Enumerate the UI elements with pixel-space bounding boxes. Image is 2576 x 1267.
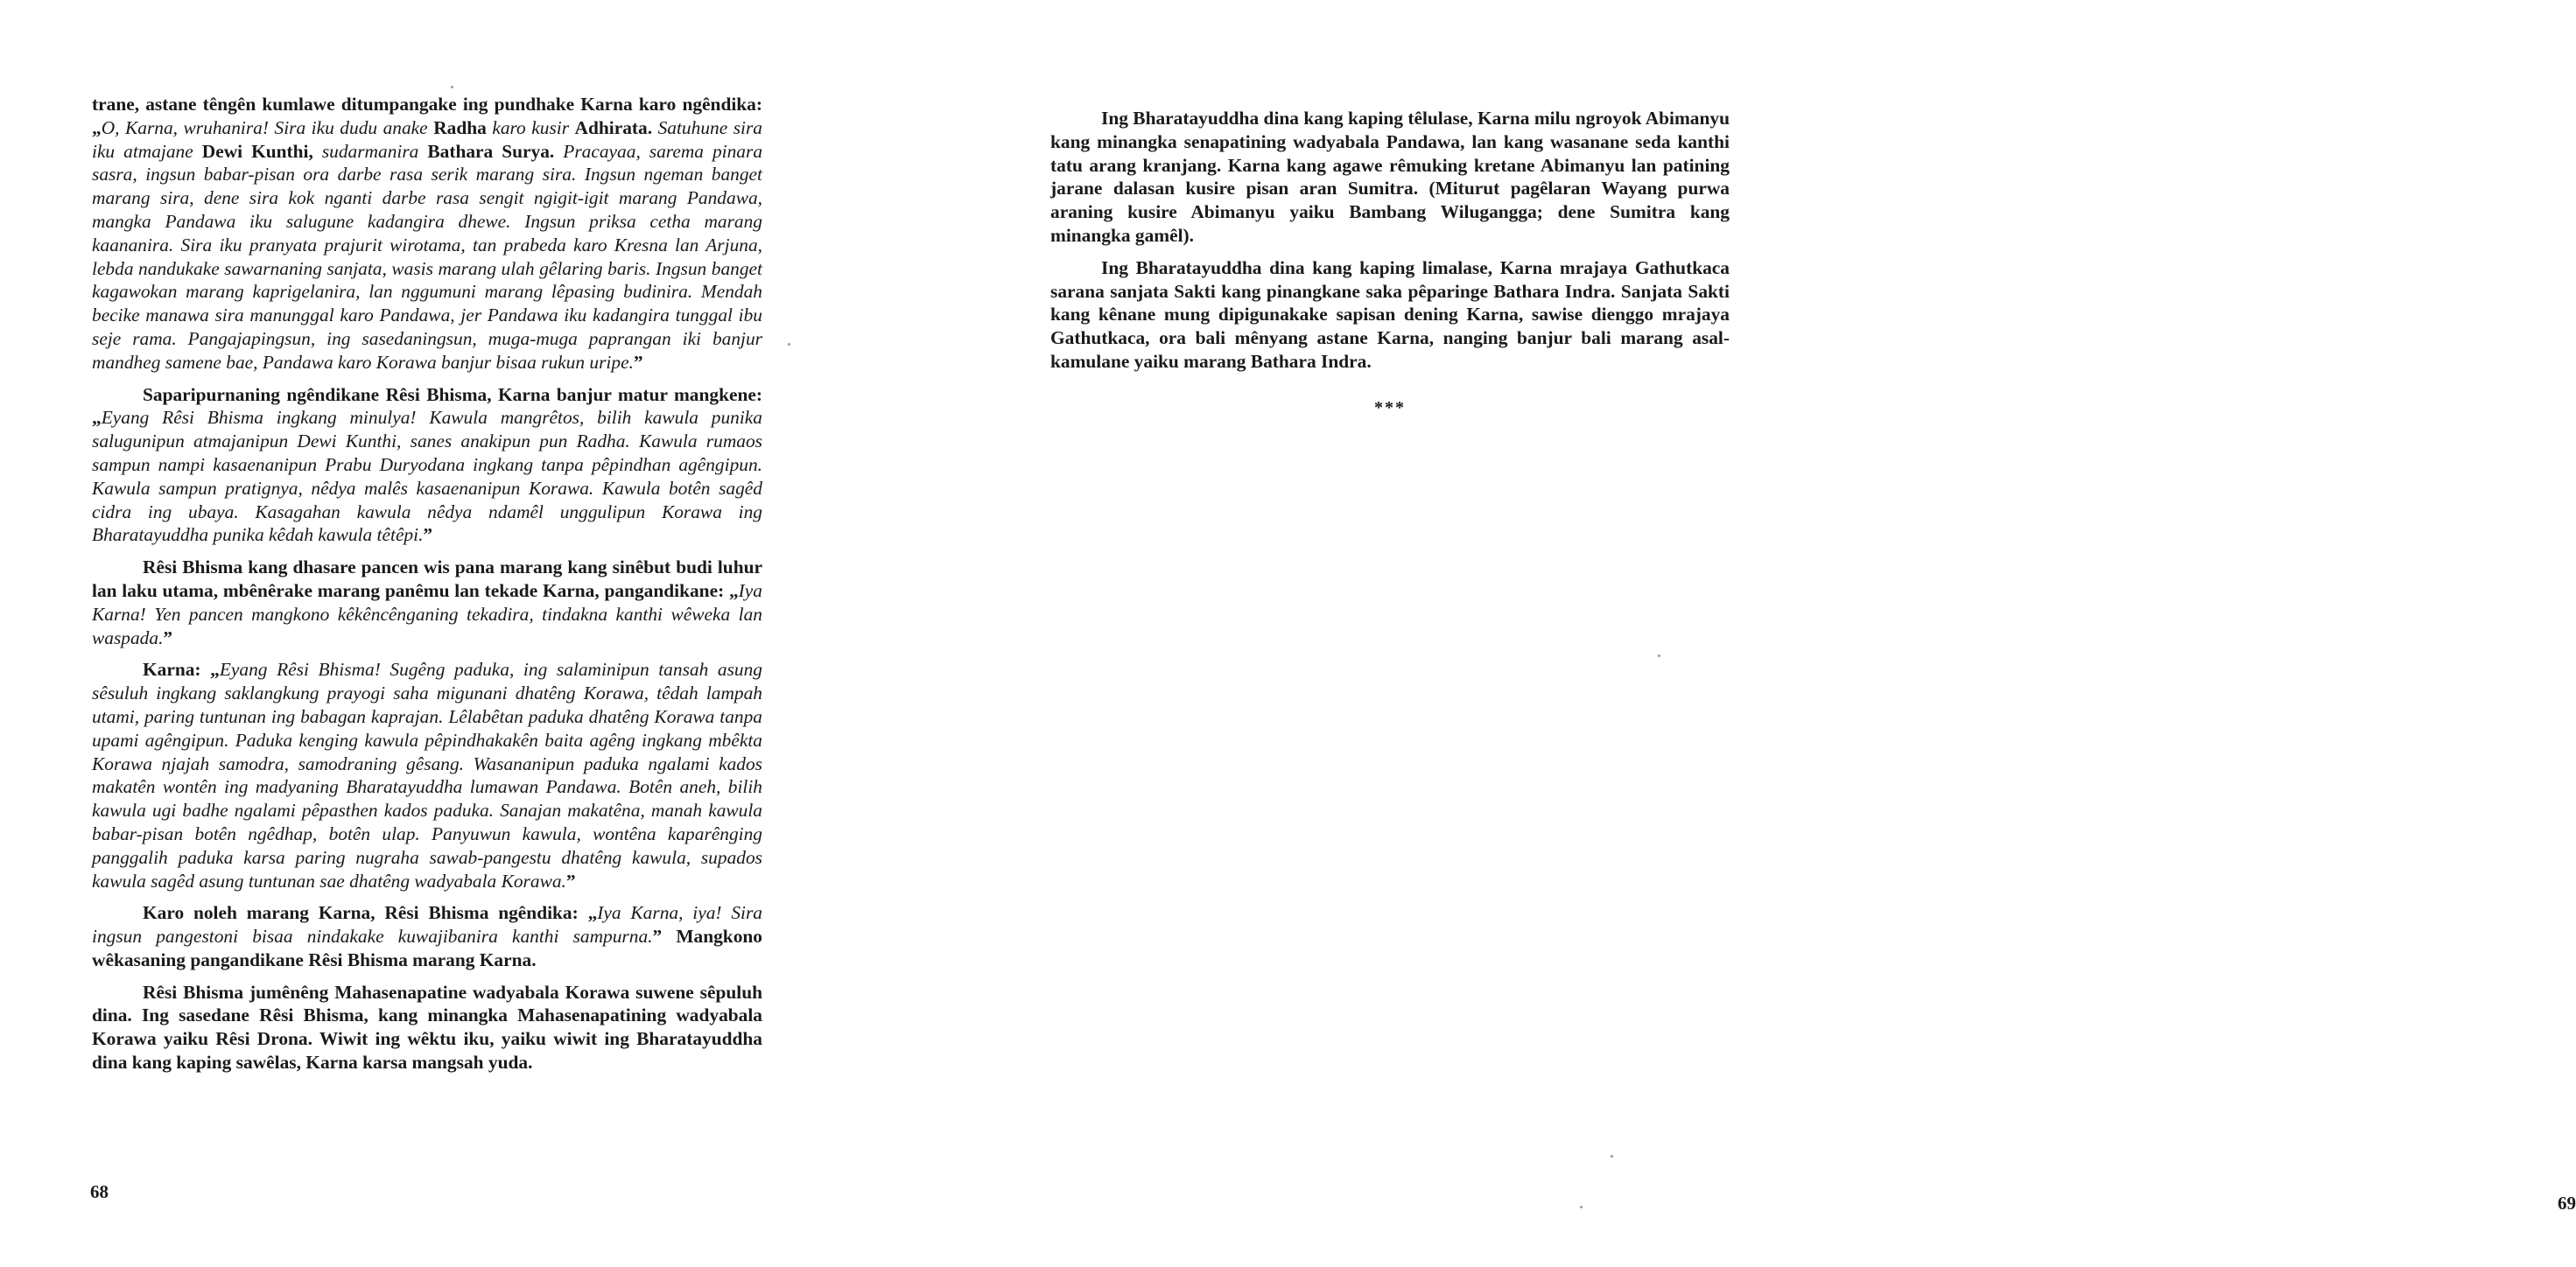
paragraph <box>1050 256 1730 374</box>
bold-text: „ <box>210 659 220 681</box>
scan-speck <box>1580 1206 1583 1208</box>
italic-text: Satuhune sira iku atmajane <box>92 116 763 162</box>
bold-text: Dewi Kunthi, <box>201 140 313 162</box>
scan-speck <box>1658 654 1660 657</box>
bold-text: Rêsi Bhisma jumênêng Mahasenapatine wadyabala Korawa suwene sêpuluh dina. Ing sasedane Rêsi Bhisma, kang minangka Mahasenapatining wadyabala Korawa yaiku Rêsi Drona. Wiwit ing wêktu iku, yaiku wiwit ing Bharatayuddha dina kang kaping sawêlas, Karna karsa mangsah yuda. <box>92 981 762 1074</box>
bold-text: Ing Bharatayuddha dina kang kaping têlulase, Karna milu ngroyok Abimanyu kang minangka senapatining wadyabala Pandawa, lan kang wasanane seda kanthi tatu arang kranjang. Karna kang agawe rêmuking kretane Abimanyu lan patining jarane dalasan kusire pisan aran Sumitra. (Miturut pagêlaran Wayang purwa araning kusire Abimanyu yaiku Bambang Wilugangga; dene Sumitra kang minangka gamêl). <box>1050 108 1730 246</box>
bold-text: Karo noleh marang Karna, Rêsi Bhisma ngêndika: <box>143 902 588 924</box>
page-number-right: 69 <box>2558 1193 2576 1214</box>
bold-text: ” <box>633 351 643 373</box>
scan-speck <box>1611 1155 1613 1158</box>
bold-text: „ <box>587 902 598 924</box>
right-page <box>896 0 2576 1267</box>
bold-text: „ <box>92 407 102 429</box>
bold-text: „ <box>728 579 739 601</box>
italic-text: karo kusir <box>486 116 575 138</box>
italic-text: Iya Karna! Yen pancen mangkono kêkêncênganing tekadira, tindakna kanthi wêweka lan waspada. <box>92 579 762 648</box>
paragraph <box>92 901 762 971</box>
scan-speck <box>788 343 790 346</box>
italic-text: Iya Karna, iya! Sira ingsun pangestoni bisaa nindakake kuwajibanira kanthi sampurna. <box>92 902 763 948</box>
italic-text: Eyang Rêsi Bhisma ingkang minulya! Kawula mangrêtos, bilih kawula punika salugunipun atmajanipun Dewi Kunthi, sanes anakipun pun Radha. Kawula rumaos sampun nampi kasaenanipun Prabu Duryodana ingkang tanpa pêpindhan agêngipun. Kawula sampun pratignya, nêdya malês kasaenanipun Korawa. Kawula botên sagêd cidra ing ubaya. Kasagahan kawula nêdya ndamêl unggulipun Korawa ing Bharatayuddha punika kêdah kawula têtêpi. <box>92 407 762 546</box>
bold-text: Rêsi Bhisma kang dhasare pancen wis pana marang kang sinêbut budi luhur lan laku utama, mbênêrake marang panêmu lan tekade Karna, pangandikane: <box>92 556 762 601</box>
italic-text: sudarmanira <box>312 140 428 162</box>
bold-text: ” <box>565 870 576 892</box>
bold-text: Radha <box>433 116 487 138</box>
left-text-column <box>92 93 762 1083</box>
bold-text: Saparipurnaning ngêndikane Rêsi Bhisma, Karna banjur matur mangkene: <box>143 383 762 405</box>
bold-text: ” Mangkono wêkasaning pangandikane Rêsi Bhisma marang Karna. <box>92 926 762 970</box>
italic-text: O, Karna, wruhanira! Sira iku dudu anake <box>101 116 434 138</box>
section-separator: *** <box>1374 397 1406 417</box>
paragraph <box>92 93 762 374</box>
bold-text: „ <box>92 116 102 138</box>
paragraph <box>1050 107 1730 248</box>
page-number-left: 68 <box>90 1181 109 1202</box>
italic-text: Eyang Rêsi Bhisma! Sugêng paduka, ing salaminipun tansah asung sêsuluh ingkang saklangkung prayogi saha migunani dhatêng Korawa, têdah lampah utami, paring tuntunan ing babagan kaprajan. Lêlabêtan paduka dhatêng Korawa tanpa upami agêngipun. Paduka kenging kawula pêpindhakakên baita agêng ingkang mbêkta Korawa njajah samodra, samodraning gêsang. Wasananipun paduka ngalami kados makatên wontên ing madyaning Bharatayuddha lumawan Pandawa. Botên aneh, bilih kawula ugi badhe ngalami pêpasthen kados paduka. Sanajan makatêna, manah kawula babar-pisan botên ngêdhap, botên ulap. Panyuwun kawula, wontêna kaparênging panggalih paduka karsa paring nugraha sawab-pangestu dhatêng kawula, supados kawula sagêd asung tuntunan sae dhatêng wadyabala Korawa. <box>92 659 763 892</box>
bold-text: Bathara Surya. <box>427 140 555 162</box>
bold-text: ” <box>423 524 433 546</box>
paragraph <box>92 556 762 649</box>
bold-text: Adhirata. <box>574 116 653 138</box>
scan-speck <box>451 86 453 88</box>
paragraph <box>92 383 762 548</box>
bold-text: ” <box>163 626 173 648</box>
bold-text: Ing Bharatayuddha dina kang kaping limalase, Karna mrajaya Gathutkaca sarana sanjata Sakti kang pinangkane saka pêparinge Bathara Indra. Sanjata Sakti kang kênane mung dipigunakake sapisan dening Karna, sawise dienggo mrajaya Gathutkaca, ora bali mênyang astane Karna, nanging banjur bali marang asal-kamulane yaiku marang Bathara Indra. <box>1050 256 1730 372</box>
italic-text: Pracayaa, sarema pinara sasra, ingsun babar-pisan ora darbe rasa serik marang sira. Ingsun ngeman banget marang sira, dene sira kok nganti darbe rasa sengit ngigit-igit marang Pandawa, mangka Pandawa iku salugune kadangira dhewe. Ingsun priksa cetha marang kaananira. Sira iku pranyata prajurit wirotama, tan prabeda karo Kresna lan Arjuna, lebda nandukake sawarnaning sanjata, wasis marang ulah gêlaring baris. Ingsun banget kagawokan marang kaprigelanira, lan nggumuni marang lêpasing budinira. Mendah becike manawa sira manunggal karo Pandawa, jer Pandawa iku kadangira tunggal ibu seje rama. Pangajapingsun, ing sasedaningsun, muga-muga paprangan iki banjur mandheg samene bae, Pandawa karo Korawa banjur bisaa rukun uripe. <box>92 140 763 373</box>
paragraph <box>92 981 762 1074</box>
bold-text: Karna: <box>143 659 211 681</box>
bold-text: trane, astane têngên kumlawe ditumpangake ing pundhake Karna karo ngêndika: <box>92 94 762 115</box>
paragraph <box>92 658 762 892</box>
right-text-column <box>1050 107 1730 420</box>
left-page <box>0 0 896 1267</box>
